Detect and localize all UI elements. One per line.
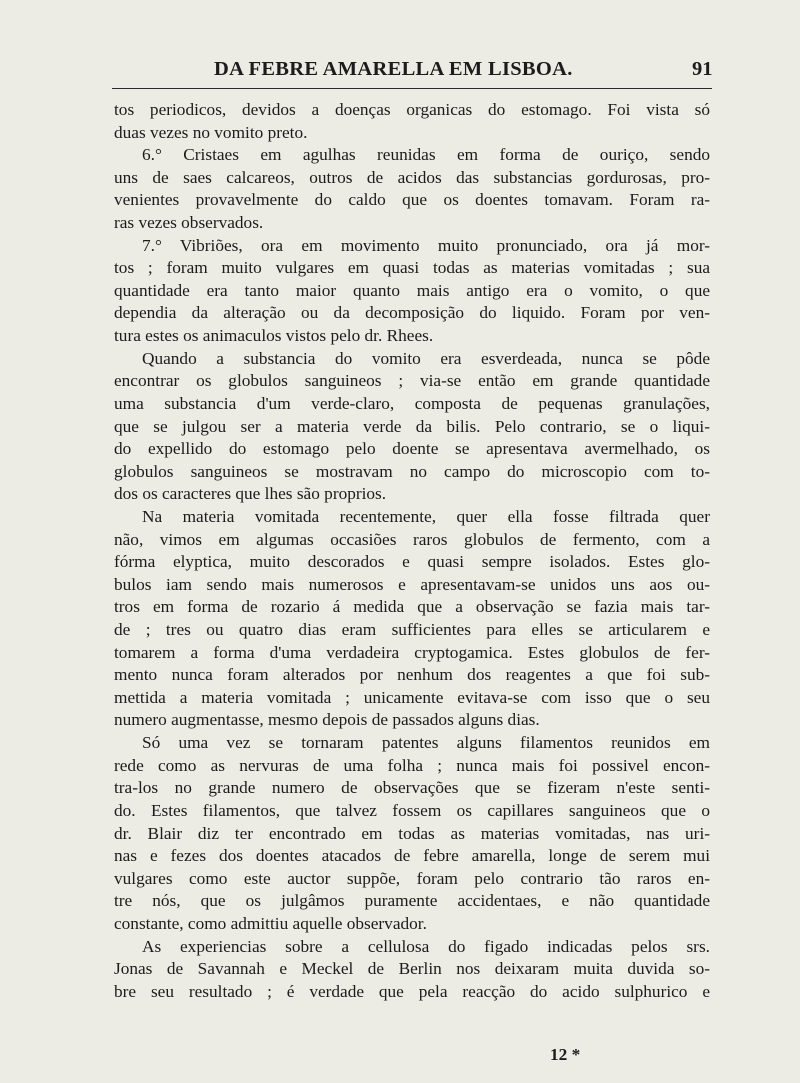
text-line: tos periodicos, devidos a doenças organicas do estomago. Foi vista só: [114, 100, 710, 119]
text-line: numero augmentasse, mesmo depois de passados alguns dias.: [114, 710, 540, 730]
text-line: Jonas de Savannah e Meckel de Berlin nos deixaram muita duvida so-: [114, 959, 710, 979]
text-line: encontrar os globulos sanguineos ; via-se então em grande quantidade: [114, 371, 710, 391]
text-line: do expellido do estomago pelo doente se apresentava avermelhado, os: [114, 439, 710, 459]
text-line: tomarem a forma d'uma verdadeira cryptogamica. Estes globulos de fer-: [114, 642, 710, 662]
page-header: [0, 58, 800, 92]
text-line: ras vezes observados.: [114, 213, 264, 233]
text-line: mento nunca foram alterados por nenhum dos reagentes a que foi sub-: [114, 665, 710, 685]
page-number: 91: [692, 58, 713, 80]
text-line: tos ; foram muito vulgares em quasi todas as materias vomitadas ; sua: [114, 258, 710, 278]
text-line: mettida a materia vomitada ; unicamente evitava-se com isso que o seu: [114, 687, 710, 707]
text-line: duas vezes no vomito preto.: [114, 122, 308, 142]
text-line: bre seu resultado ; é verdade que pela reacção do acido sulphurico e: [114, 981, 710, 1001]
text-line: fórma elyptica, muito descorados e quasi sempre isolados. Estes glo-: [114, 552, 710, 572]
text-line: constante, como admittiu aquelle observador.: [114, 913, 427, 933]
running-head: DA FEBRE AMARELLA EM LISBOA.: [214, 58, 573, 80]
text-line: que se julgou ser a materia verde da bilis. Pelo contrario, se o liqui-: [114, 416, 710, 436]
text-line: Na materia vomitada recentemente, quer ella fosse filtrada quer: [142, 506, 710, 526]
text-line: dr. Blair diz ter encontrado em todas as materias vomitadas, nas uri-: [114, 823, 710, 843]
text-line: não, vimos em algumas occasiões raros globulos de fermento, com a: [114, 529, 710, 549]
text-line: globulos sanguineos se mostravam no campo do microscopio com to-: [114, 461, 710, 481]
text-line: venientes provavelmente do caldo que os doentes tomavam. Foram ra-: [114, 190, 710, 210]
text-line: 7.° Vibriões, ora em movimento muito pronunciado, ora já mor-: [142, 235, 710, 255]
text-line: dependia da alteração ou da decomposição do liquido. Foram por ven-: [114, 303, 710, 323]
text-line: de ; tres ou quatro dias eram sufficientes para elles se articularem e: [114, 620, 710, 640]
body-text: [114, 99, 710, 1003]
text-line: tre nós, que os julgâmos puramente accidentaes, e não quantidade: [114, 891, 710, 911]
text-line: tura estes os animaculos vistos pelo dr. Rhees.: [114, 326, 434, 346]
text-line: Só uma vez se tornaram patentes alguns filamentos reunidos em: [142, 733, 710, 753]
text-line: uns de saes calcareos, outros de acidos das substancias gordurosas, pro-: [114, 167, 710, 187]
text-line: nas e fezes dos doentes atacados de febre amarella, longe de serem mui: [114, 846, 710, 866]
text-line: vulgares como este auctor suppõe, foram pelo contrario tão raros en-: [114, 868, 710, 888]
text-line: uma substancia d'um verde-claro, composta de pequenas granulações,: [114, 393, 710, 413]
text-line: tros em forma de rozario á medida que a observação se fazia mais tar-: [114, 597, 710, 617]
text-line: As experiencias sobre a cellulosa do figado indicadas pelos srs.: [142, 936, 710, 956]
text-line: rede como as nervuras de uma folha ; nunca mais foi possivel encon-: [114, 755, 710, 775]
header-rule: [112, 88, 712, 89]
signature-mark: 12 *: [550, 1045, 581, 1064]
text-line: Quando a substancia do vomito era esverdeada, nunca se pôde: [142, 348, 710, 368]
text-line: do. Estes filamentos, que talvez fossem os capillares sanguineos que o: [114, 800, 710, 820]
text-line: bulos iam sendo mais numerosos e apresentavam-se unidos uns aos ou-: [114, 574, 710, 594]
text-line: quantidade era tanto maior quanto mais antigo era o vomito, o que: [114, 280, 710, 300]
text-line: tra-los no grande numero de observações que se fizeram n'este senti-: [114, 778, 710, 798]
text-line: 6.° Cristaes em agulhas reunidas em forma de ouriço, sendo: [142, 145, 710, 165]
text-line: dos os caracteres que lhes são proprios.: [114, 484, 387, 504]
